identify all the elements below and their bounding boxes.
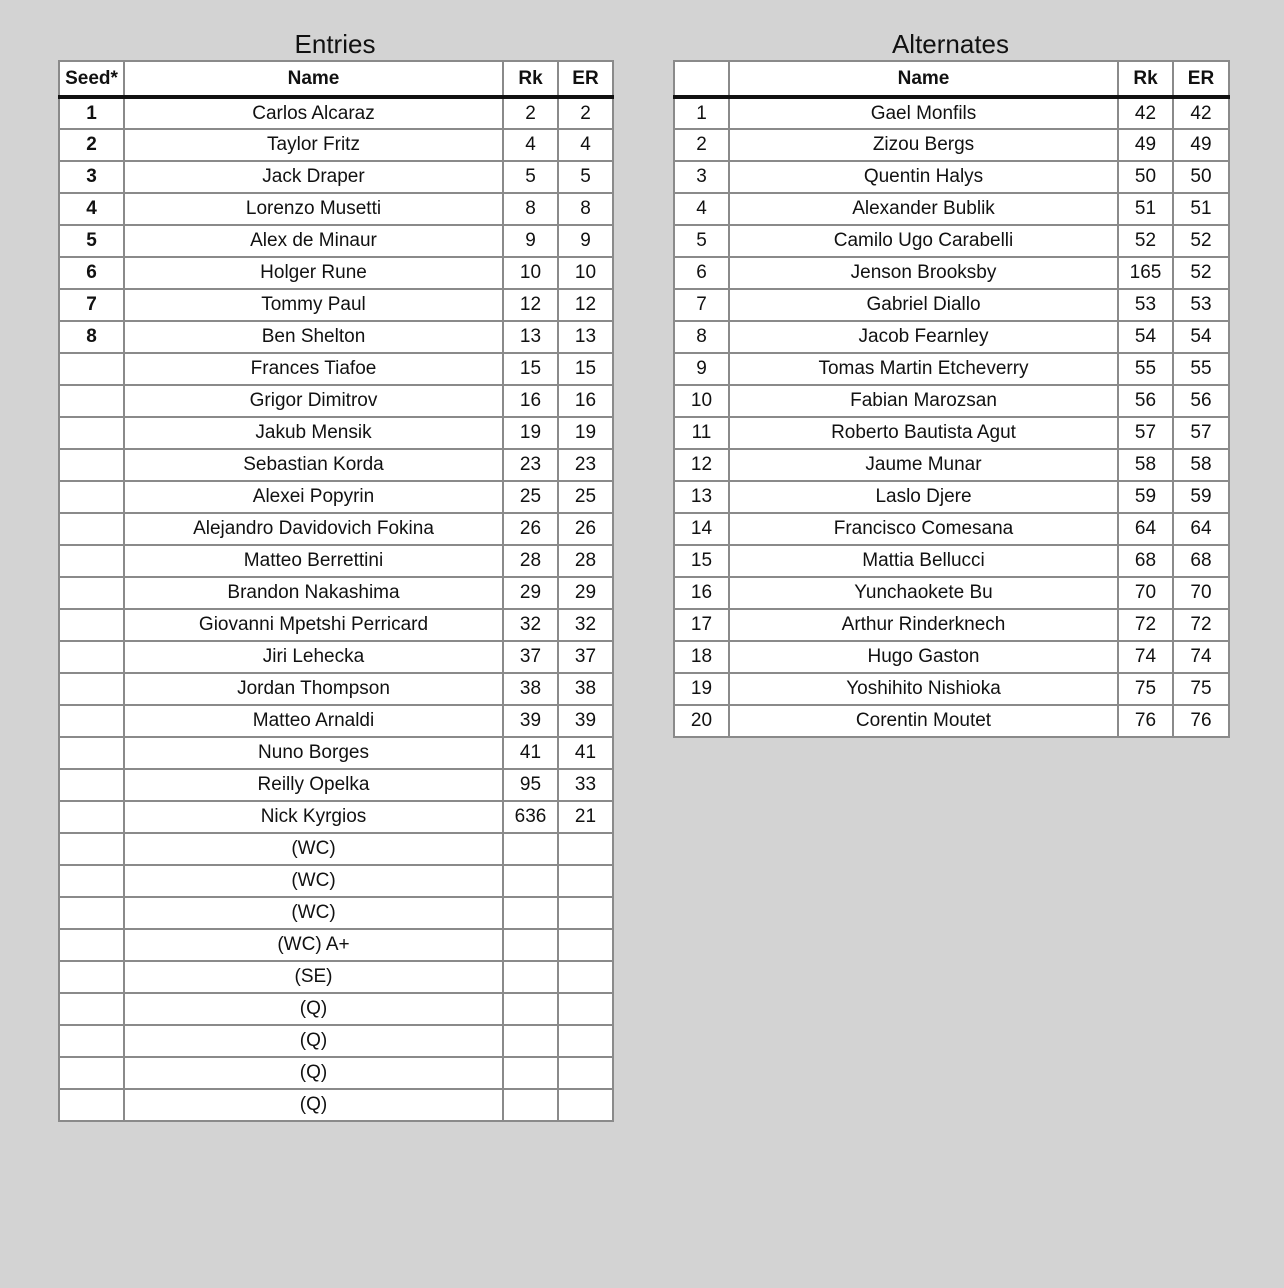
entry-rank-cell: 25 (558, 481, 613, 513)
player-name-cell: Quentin Halys (729, 161, 1118, 193)
player-name-cell: Grigor Dimitrov (124, 385, 503, 417)
table-row (59, 161, 613, 193)
rank-cell: 50 (1118, 161, 1173, 193)
rank-cell: 16 (503, 385, 558, 417)
alternate-number-cell: 13 (674, 481, 729, 513)
seed-cell (59, 929, 124, 961)
rank-cell: 12 (503, 289, 558, 321)
player-name-cell: (WC) A+ (124, 929, 503, 961)
seed-cell: 6 (59, 257, 124, 289)
seed-cell: 7 (59, 289, 124, 321)
rank-cell: 54 (1118, 321, 1173, 353)
entry-rank-cell: 41 (558, 737, 613, 769)
player-name-cell: Fabian Marozsan (729, 385, 1118, 417)
table-row (59, 929, 613, 961)
entry-rank-cell: 8 (558, 193, 613, 225)
player-name-cell: Lorenzo Musetti (124, 193, 503, 225)
entry-rank-cell: 26 (558, 513, 613, 545)
entry-rank-cell: 2 (558, 97, 613, 129)
table-row (674, 97, 1229, 129)
seed-cell (59, 865, 124, 897)
player-name-cell: Roberto Bautista Agut (729, 417, 1118, 449)
entry-rank-cell: 21 (558, 801, 613, 833)
player-name-cell: Sebastian Korda (124, 449, 503, 481)
table-row (674, 129, 1229, 161)
entry-rank-cell: 54 (1173, 321, 1229, 353)
table-row (59, 385, 613, 417)
alternate-number-cell: 14 (674, 513, 729, 545)
rank-cell: 19 (503, 417, 558, 449)
entries-body (59, 97, 613, 1121)
player-name-cell: Alexander Bublik (729, 193, 1118, 225)
rank-header: Rk (1118, 61, 1173, 97)
seed-cell: 4 (59, 193, 124, 225)
entries-table (58, 60, 614, 1122)
player-name-cell: Frances Tiafoe (124, 353, 503, 385)
seed-cell (59, 545, 124, 577)
alternate-number-cell: 7 (674, 289, 729, 321)
seed-cell (59, 609, 124, 641)
entry-rank-cell: 38 (558, 673, 613, 705)
alternate-number-cell: 1 (674, 97, 729, 129)
rank-cell (503, 929, 558, 961)
entry-rank-cell: 5 (558, 161, 613, 193)
table-row (59, 897, 613, 929)
player-name-cell: Tommy Paul (124, 289, 503, 321)
rank-cell: 52 (1118, 225, 1173, 257)
rank-cell: 15 (503, 353, 558, 385)
entry-rank-cell (558, 1057, 613, 1089)
entry-rank-cell: 16 (558, 385, 613, 417)
player-name-cell: Matteo Berrettini (124, 545, 503, 577)
player-name-cell: Camilo Ugo Carabelli (729, 225, 1118, 257)
player-name-cell: Brandon Nakashima (124, 577, 503, 609)
table-row (59, 641, 613, 673)
rank-cell (503, 961, 558, 993)
entry-rank-header: ER (558, 61, 613, 97)
entry-rank-cell: 72 (1173, 609, 1229, 641)
player-name-cell: Gabriel Diallo (729, 289, 1118, 321)
entry-rank-cell (558, 993, 613, 1025)
rank-cell: 23 (503, 449, 558, 481)
rank-cell: 165 (1118, 257, 1173, 289)
alternate-number-cell: 3 (674, 161, 729, 193)
seed-cell (59, 417, 124, 449)
player-name-cell: Corentin Moutet (729, 705, 1118, 737)
table-row (674, 513, 1229, 545)
rank-cell (503, 993, 558, 1025)
table-row (674, 481, 1229, 513)
seed-cell: 2 (59, 129, 124, 161)
seed-cell (59, 769, 124, 801)
table-row (674, 609, 1229, 641)
rank-cell: 42 (1118, 97, 1173, 129)
alternate-number-cell: 18 (674, 641, 729, 673)
alternate-number-cell: 15 (674, 545, 729, 577)
entry-rank-cell (558, 833, 613, 865)
table-row (674, 225, 1229, 257)
rank-cell: 38 (503, 673, 558, 705)
entry-rank-cell: 33 (558, 769, 613, 801)
player-name-cell: Nuno Borges (124, 737, 503, 769)
rank-cell: 13 (503, 321, 558, 353)
player-name-cell: Holger Rune (124, 257, 503, 289)
player-name-cell: (WC) (124, 833, 503, 865)
player-name-cell: Matteo Arnaldi (124, 705, 503, 737)
player-name-cell: (Q) (124, 993, 503, 1025)
entry-rank-cell: 55 (1173, 353, 1229, 385)
rank-cell: 72 (1118, 609, 1173, 641)
rank-cell: 75 (1118, 673, 1173, 705)
table-row (674, 321, 1229, 353)
table-row (59, 129, 613, 161)
rank-cell: 4 (503, 129, 558, 161)
player-name-cell: Jaume Munar (729, 449, 1118, 481)
entry-rank-cell: 37 (558, 641, 613, 673)
rank-cell: 5 (503, 161, 558, 193)
table-row (59, 417, 613, 449)
rank-cell (503, 865, 558, 897)
table-row (59, 833, 613, 865)
seed-cell (59, 993, 124, 1025)
seed-cell (59, 449, 124, 481)
entry-rank-cell: 68 (1173, 545, 1229, 577)
seed-cell (59, 481, 124, 513)
player-name-cell: Tomas Martin Etcheverry (729, 353, 1118, 385)
player-name-cell: Jacob Fearnley (729, 321, 1118, 353)
table-row (674, 257, 1229, 289)
alternate-number-cell: 4 (674, 193, 729, 225)
entry-rank-cell (558, 961, 613, 993)
alternate-number-cell: 10 (674, 385, 729, 417)
entry-rank-cell: 19 (558, 417, 613, 449)
table-row (59, 1025, 613, 1057)
rank-cell: 32 (503, 609, 558, 641)
seed-cell (59, 385, 124, 417)
player-name-cell: Zizou Bergs (729, 129, 1118, 161)
table-row (674, 417, 1229, 449)
table-row (59, 577, 613, 609)
entries-panel (58, 28, 612, 1122)
table-row (59, 289, 613, 321)
table-row (59, 545, 613, 577)
table-row (59, 705, 613, 737)
table-row (674, 289, 1229, 321)
rank-cell: 49 (1118, 129, 1173, 161)
alternate-number-cell: 12 (674, 449, 729, 481)
player-name-cell: Jack Draper (124, 161, 503, 193)
player-name-cell: Taylor Fritz (124, 129, 503, 161)
rank-cell: 26 (503, 513, 558, 545)
seed-cell (59, 705, 124, 737)
entry-rank-cell: 42 (1173, 97, 1229, 129)
rank-cell: 51 (1118, 193, 1173, 225)
entry-rank-cell: 49 (1173, 129, 1229, 161)
seed-cell (59, 673, 124, 705)
rank-cell: 29 (503, 577, 558, 609)
table-row (59, 225, 613, 257)
seed-cell (59, 1057, 124, 1089)
rank-cell: 58 (1118, 449, 1173, 481)
rank-cell (503, 1089, 558, 1121)
alternate-number-cell: 11 (674, 417, 729, 449)
player-name-cell: Mattia Bellucci (729, 545, 1118, 577)
player-name-cell: Reilly Opelka (124, 769, 503, 801)
player-name-cell: Arthur Rinderknech (729, 609, 1118, 641)
seed-cell (59, 1025, 124, 1057)
player-name-cell: Laslo Djere (729, 481, 1118, 513)
player-name-cell: Yoshihito Nishioka (729, 673, 1118, 705)
rank-cell: 64 (1118, 513, 1173, 545)
rank-cell: 25 (503, 481, 558, 513)
entry-rank-cell (558, 1025, 613, 1057)
player-name-cell: Alex de Minaur (124, 225, 503, 257)
entry-rank-cell: 52 (1173, 225, 1229, 257)
table-row (59, 865, 613, 897)
table-row (59, 481, 613, 513)
rank-cell: 76 (1118, 705, 1173, 737)
entry-rank-cell: 53 (1173, 289, 1229, 321)
rank-cell: 95 (503, 769, 558, 801)
table-row (59, 769, 613, 801)
alternate-number-cell: 9 (674, 353, 729, 385)
seed-cell (59, 833, 124, 865)
entry-rank-cell (558, 929, 613, 961)
alternate-number-cell: 8 (674, 321, 729, 353)
table-row (59, 961, 613, 993)
player-name-cell: (Q) (124, 1025, 503, 1057)
seed-cell (59, 961, 124, 993)
entry-rank-header: ER (1173, 61, 1229, 97)
rank-cell: 57 (1118, 417, 1173, 449)
entry-rank-cell: 29 (558, 577, 613, 609)
entry-rank-cell (558, 1089, 613, 1121)
table-row (674, 577, 1229, 609)
entry-rank-cell: 51 (1173, 193, 1229, 225)
table-row (59, 513, 613, 545)
alternates-title: Alternates (891, 29, 1010, 59)
player-name-cell: (Q) (124, 1089, 503, 1121)
entry-rank-cell: 75 (1173, 673, 1229, 705)
table-row (59, 97, 613, 129)
entry-rank-cell: 4 (558, 129, 613, 161)
entries-header-row (59, 61, 613, 97)
rank-cell: 56 (1118, 385, 1173, 417)
player-name-cell: Jordan Thompson (124, 673, 503, 705)
rank-cell: 8 (503, 193, 558, 225)
rank-cell: 41 (503, 737, 558, 769)
player-name-cell: Gael Monfils (729, 97, 1118, 129)
entry-rank-cell: 39 (558, 705, 613, 737)
rank-cell: 39 (503, 705, 558, 737)
table-row (59, 321, 613, 353)
alternate-number-cell: 6 (674, 257, 729, 289)
entry-rank-cell: 50 (1173, 161, 1229, 193)
player-name-cell: Francisco Comesana (729, 513, 1118, 545)
entry-rank-cell (558, 897, 613, 929)
entry-rank-cell (558, 865, 613, 897)
entry-rank-cell: 64 (1173, 513, 1229, 545)
player-name-cell: (WC) (124, 865, 503, 897)
table-row (59, 993, 613, 1025)
entry-rank-cell: 15 (558, 353, 613, 385)
entry-rank-cell: 12 (558, 289, 613, 321)
seed-cell: 3 (59, 161, 124, 193)
table-row (674, 641, 1229, 673)
seed-cell: 8 (59, 321, 124, 353)
player-name-cell: Hugo Gaston (729, 641, 1118, 673)
entries-title: Entries (294, 29, 376, 59)
table-row (674, 545, 1229, 577)
rank-cell: 59 (1118, 481, 1173, 513)
alternates-header-row (674, 61, 1229, 97)
alternate-number-cell: 2 (674, 129, 729, 161)
table-row (59, 257, 613, 289)
rank-cell (503, 897, 558, 929)
table-row (59, 353, 613, 385)
player-name-cell: Nick Kyrgios (124, 801, 503, 833)
seed-header: Seed* (59, 61, 124, 97)
alternate-number-cell: 19 (674, 673, 729, 705)
seed-cell: 5 (59, 225, 124, 257)
name-header: Name (729, 61, 1118, 97)
table-row (674, 673, 1229, 705)
rank-cell: 2 (503, 97, 558, 129)
entry-rank-cell: 13 (558, 321, 613, 353)
seed-cell (59, 737, 124, 769)
rank-cell: 636 (503, 801, 558, 833)
alternate-number-cell: 16 (674, 577, 729, 609)
player-name-cell: Ben Shelton (124, 321, 503, 353)
player-name-cell: Jakub Mensik (124, 417, 503, 449)
seed-cell (59, 801, 124, 833)
rank-cell: 68 (1118, 545, 1173, 577)
table-row (59, 801, 613, 833)
player-name-cell: Giovanni Mpetshi Perricard (124, 609, 503, 641)
table-row (59, 449, 613, 481)
entry-rank-cell: 23 (558, 449, 613, 481)
rank-cell (503, 833, 558, 865)
player-name-cell: Jiri Lehecka (124, 641, 503, 673)
rank-cell: 9 (503, 225, 558, 257)
name-header: Name (124, 61, 503, 97)
alternates-body (674, 97, 1229, 737)
table-row (674, 161, 1229, 193)
entry-rank-cell: 59 (1173, 481, 1229, 513)
rank-cell: 74 (1118, 641, 1173, 673)
rank-cell: 37 (503, 641, 558, 673)
player-name-cell: (WC) (124, 897, 503, 929)
alternates-table (673, 60, 1230, 738)
table-row (59, 1057, 613, 1089)
entry-rank-cell: 74 (1173, 641, 1229, 673)
table-row (674, 705, 1229, 737)
table-row (674, 385, 1229, 417)
table-row (59, 737, 613, 769)
player-name-cell: (Q) (124, 1057, 503, 1089)
table-row (674, 449, 1229, 481)
player-name-cell: Jenson Brooksby (729, 257, 1118, 289)
rank-cell: 10 (503, 257, 558, 289)
seed-cell (59, 641, 124, 673)
seed-cell (59, 1089, 124, 1121)
rank-header: Rk (503, 61, 558, 97)
table-row (59, 609, 613, 641)
entry-rank-cell: 9 (558, 225, 613, 257)
entry-rank-cell: 58 (1173, 449, 1229, 481)
table-row (59, 193, 613, 225)
number-header (674, 61, 729, 97)
seed-cell (59, 353, 124, 385)
entry-rank-cell: 52 (1173, 257, 1229, 289)
table-row (59, 673, 613, 705)
seed-cell (59, 897, 124, 929)
entry-rank-cell: 10 (558, 257, 613, 289)
entry-rank-cell: 57 (1173, 417, 1229, 449)
player-name-cell: Carlos Alcaraz (124, 97, 503, 129)
rank-cell: 70 (1118, 577, 1173, 609)
rank-cell: 55 (1118, 353, 1173, 385)
seed-cell (59, 577, 124, 609)
rank-cell: 53 (1118, 289, 1173, 321)
alternates-panel (673, 28, 1228, 738)
entry-rank-cell: 70 (1173, 577, 1229, 609)
seed-cell: 1 (59, 97, 124, 129)
rank-cell (503, 1057, 558, 1089)
table-row (59, 1089, 613, 1121)
player-name-cell: Yunchaokete Bu (729, 577, 1118, 609)
table-row (674, 353, 1229, 385)
alternate-number-cell: 17 (674, 609, 729, 641)
alternate-number-cell: 20 (674, 705, 729, 737)
alternate-number-cell: 5 (674, 225, 729, 257)
entry-rank-cell: 28 (558, 545, 613, 577)
seed-cell (59, 513, 124, 545)
player-name-cell: Alexei Popyrin (124, 481, 503, 513)
entry-rank-cell: 76 (1173, 705, 1229, 737)
rank-cell: 28 (503, 545, 558, 577)
rank-cell (503, 1025, 558, 1057)
player-name-cell: (SE) (124, 961, 503, 993)
player-name-cell: Alejandro Davidovich Fokina (124, 513, 503, 545)
table-row (674, 193, 1229, 225)
entry-rank-cell: 32 (558, 609, 613, 641)
entry-rank-cell: 56 (1173, 385, 1229, 417)
